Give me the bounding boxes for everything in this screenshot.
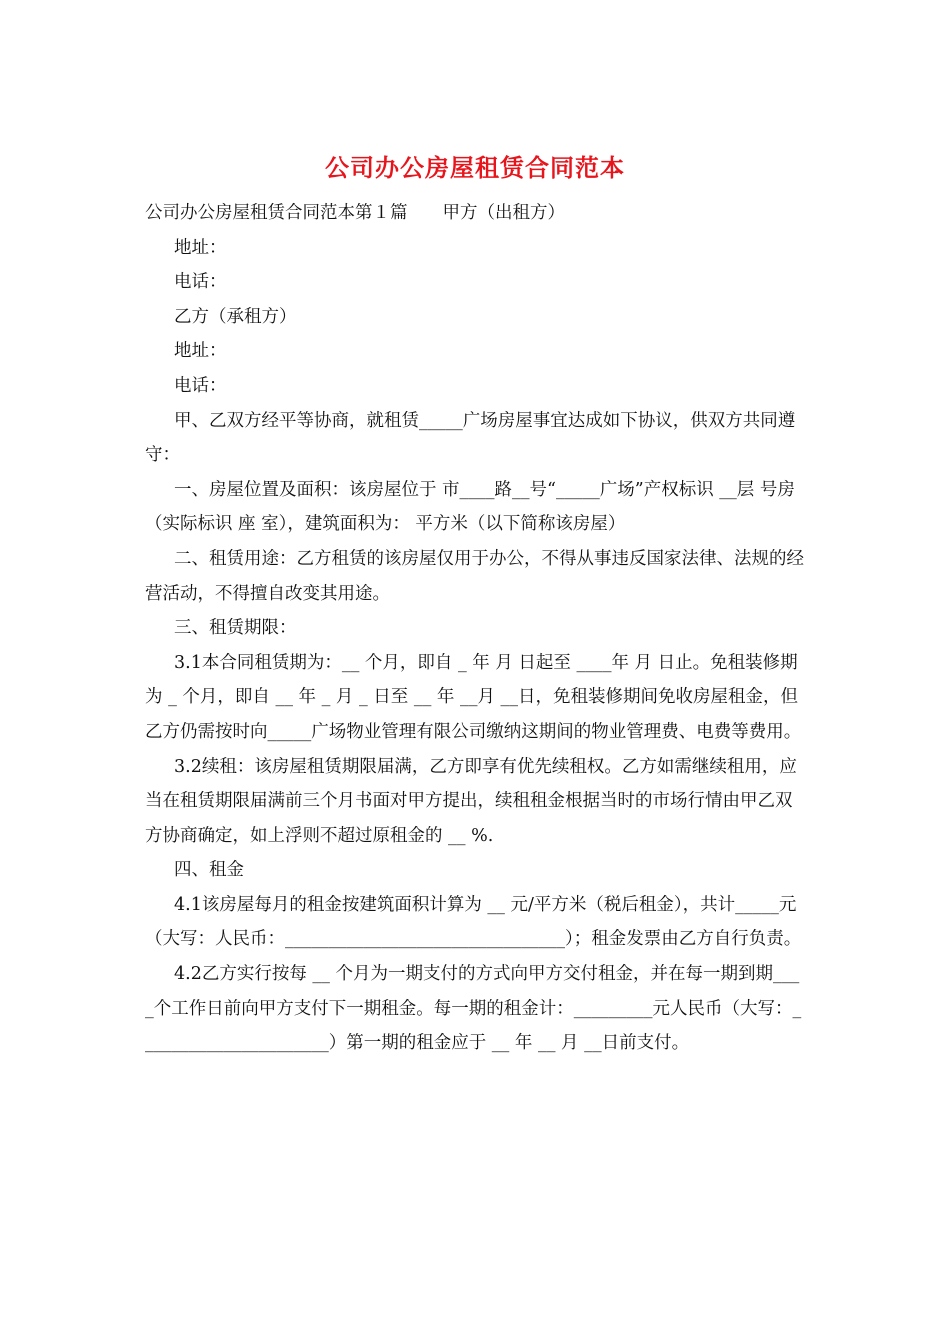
paragraph-party-b: 乙方（承租方） bbox=[174, 306, 297, 327]
paragraph-location: 一、房屋位置及面积：该房屋位于 市____路__号“_____广场”产权标识 __层 号房（实际标识 座 室），建筑面积为： 平方米（以下简称该房屋） bbox=[145, 479, 795, 535]
paragraph-agreement: 甲、乙双方经平等协商，就租赁_____广场房屋事宜达成如下协议，供双方共同遵守： bbox=[145, 410, 796, 466]
document-title: 公司办公房屋租赁合同范本 bbox=[325, 154, 625, 182]
paragraph-party-a-address: 地址： bbox=[174, 237, 227, 258]
paragraph-rent-4-2: 4.2乙方实行按每 __ 个月为一期支付的方式向甲方交付租金，并在每一期到期____个工作日前向甲方支付下一期租金。每一期的租金计：_________元人民币（大写：______________________）第一期的租金应于 __ 年 __ 月 __日前支付。 bbox=[145, 964, 802, 1054]
paragraph-term-3-1: 3.1本合同租赁期为：__ 个月，即自 _ 年 月 日起至 ____年 月 日止。免租装修期为 _ 个月，即自 __ 年 _ 月 _ 日至 __ 年 __月 __日，免租装修期间免收房屋租金，但乙方仍需按时向_____广场物业管理有限公司缴纳这期间的物业管理费、电费等费用。 bbox=[145, 652, 802, 742]
paragraph-intro: 公司办公房屋租赁合同范本第１篇 甲方（出租方） bbox=[145, 203, 565, 223]
document-body bbox=[145, 196, 807, 1061]
paragraph-usage: 二、租赁用途：乙方租赁的该房屋仅用于办公，不得从事违反国家法律、法规的经营活动，不得擅自改变其用途。 bbox=[145, 548, 804, 604]
paragraph-rent-4-1: 4.1该房屋每月的租金按建筑面积计算为 __ 元/平方米（税后租金），共计_____元（大写：人民币：________________________________）；租金发票由乙方自行负责。 bbox=[145, 894, 802, 950]
paragraph-party-a-phone: 电话： bbox=[174, 272, 227, 293]
paragraph-term-heading: 三、租赁期限： bbox=[174, 618, 297, 639]
paragraph-party-b-phone: 电话： bbox=[174, 375, 227, 396]
paragraph-rent-heading: 四、租金 bbox=[174, 860, 244, 881]
paragraph-party-b-address: 地址： bbox=[174, 341, 227, 362]
paragraph-renewal-3-2: 3.2续租：该房屋租赁期限届满，乙方即享有优先续租权。乙方如需继续租用，应当在租赁期限届满前三个月书面对甲方提出，续租租金根据当时的市场行情由甲乙双方协商确定，如上浮则不超过原租金的 __ %. bbox=[145, 756, 797, 846]
